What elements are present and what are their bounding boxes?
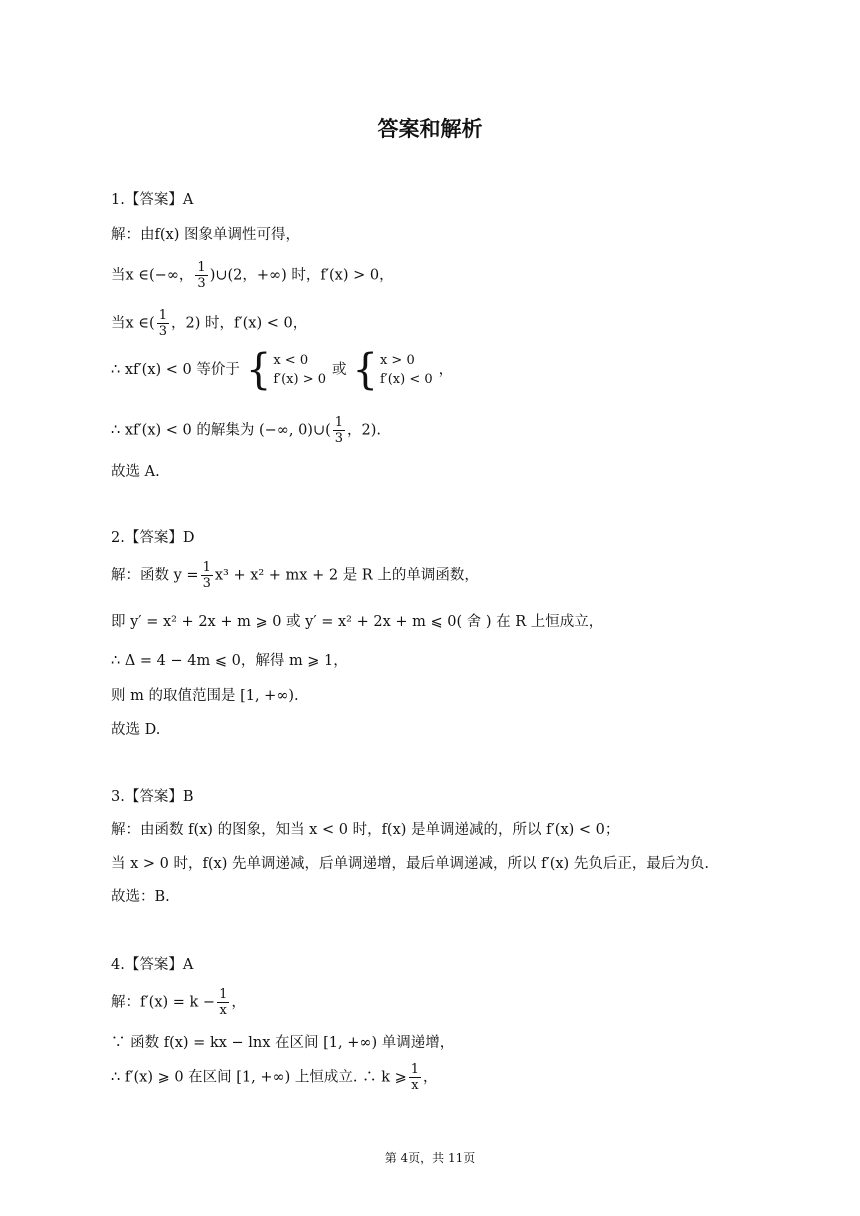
solution-line: 当x ∈(−∞， $\frac{1}{3}$ )∪(2，+∞) 时，f′(x) > 0， xyxy=(111,260,394,291)
solution-line: 故选：B. xyxy=(111,889,170,905)
answer-heading-3: 3.【答案】B xyxy=(111,789,194,805)
solution-line: ∴ f′(x) ⩾ 0 在区间 [1, +∞) 上恒成立. ∴ k ⩾ $\frac{1}{x}$ ， xyxy=(111,1062,438,1093)
answer-heading-2: 2.【答案】D xyxy=(111,530,195,546)
solution-line: 当x ∈( $\frac{1}{3}$ ，2) 时，f′(x) < 0， xyxy=(111,308,308,339)
fraction: $\frac{1}{3}$ xyxy=(197,260,206,291)
solution-line: 解：f′(x) = k − $\frac{1}{x}$ ， xyxy=(111,987,246,1018)
solution-line: 故选 A. xyxy=(111,464,160,480)
solution-line: 即 y′ = x² + 2x + m ⩾ 0 或 y′ = x² + 2x + m ⩽ 0( 舍 ) 在 R 上恒成立， xyxy=(111,614,604,630)
fraction: $\frac{1}{x}$ xyxy=(219,987,228,1018)
solution-line: 解：由函数 f(x) 的图象，知当 x < 0 时，f(x) 是单调递减的，所以 f′(x) < 0； xyxy=(111,822,620,838)
solution-line: ∵ 函数 f(x) = kx − lnx 在区间 [1, +∞) 单调递增， xyxy=(111,1035,455,1051)
solution-line: 故选 D. xyxy=(111,722,161,738)
solution-line: 解：由f(x) 图象单调性可得， xyxy=(111,227,300,243)
left-brace: { xyxy=(352,345,378,395)
solution-line: ∴ xf′(x) < 0 等价于 { x < 0 f′(x) > 0 或 { x > 0 f′(x) < 0 ， xyxy=(111,345,454,395)
fraction: $\frac{1}{3}$ xyxy=(334,415,344,446)
inequality-system: x < 0 f′(x) > 0 xyxy=(273,353,326,387)
solution-line: 解：函数 y = $\frac{1}{3}$ x³ + x² + mx + 2 是 R 上的单调函数， xyxy=(111,560,479,591)
fraction: $\frac{1}{x}$ xyxy=(410,1062,420,1093)
solution-line: ∴ Δ = 4 − 4m ⩽ 0，解得 m ⩾ 1， xyxy=(111,653,348,669)
answer-heading-1: 1.【答案】A xyxy=(111,192,194,208)
fraction: $\frac{1}{3}$ xyxy=(202,560,211,591)
page-title: 答案和解析 xyxy=(377,117,483,141)
solution-line: ∴ xf′(x) < 0 的解集为 (−∞, 0)∪( $\frac{1}{3}$ ，2). xyxy=(111,415,382,446)
solution-line: 则 m 的取值范围是 [1, +∞). xyxy=(111,688,299,704)
answer-heading-4: 4.【答案】A xyxy=(111,957,194,973)
left-brace: { xyxy=(245,345,272,395)
solution-line: 当 x > 0 时，f(x) 先单调递减，后单调递增，最后单调递减，所以 f′(x) 先负后正，最后为负. xyxy=(111,856,709,872)
fraction: $\frac{1}{3}$ xyxy=(158,308,167,339)
inequality-system: x > 0 f′(x) < 0 xyxy=(379,353,433,387)
page-footer: 第 4页，共 11页 xyxy=(384,1151,476,1165)
